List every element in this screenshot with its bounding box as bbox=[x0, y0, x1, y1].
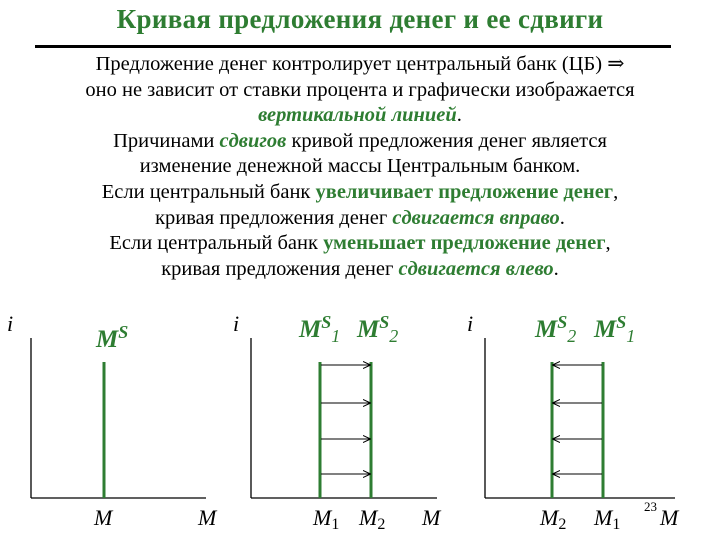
x-label-m: M bbox=[94, 505, 113, 530]
label-ms2: $M^S_2$ bbox=[535, 312, 577, 346]
implies-icon: ⇒ bbox=[607, 53, 625, 75]
axis-label-i: i bbox=[467, 311, 474, 336]
label-ms1: $M^S_1$ bbox=[299, 312, 341, 346]
label-ms1: $M^S_1$ bbox=[594, 312, 636, 346]
axis-label-i: i bbox=[233, 311, 240, 336]
graph-2 bbox=[233, 311, 442, 533]
axis-label-m: M bbox=[422, 505, 441, 530]
x-label-m1: M1 bbox=[313, 505, 340, 533]
label-ms2: $M^S_2$ bbox=[357, 312, 399, 346]
page-number: 23 bbox=[644, 499, 657, 514]
text-line-6: Если центральный банк увеличивает предложение денег, bbox=[101, 180, 619, 203]
text-line-3: вертикальной линией. bbox=[258, 104, 462, 127]
text-line-4: Причинами сдвигов кривой предложения денег является bbox=[113, 129, 607, 152]
axis-label-i: i bbox=[7, 311, 14, 336]
axis-label-m: M bbox=[198, 505, 217, 530]
text-line-9: кривая предложения денег сдвигается влево. bbox=[161, 257, 559, 280]
axis-label-m: M bbox=[660, 505, 679, 530]
text-line-8: Если центральный банк уменьшает предложение денег, bbox=[109, 232, 611, 255]
graph-1 bbox=[7, 311, 218, 530]
text-line-5: изменение денежной массы Центральным банком. bbox=[139, 155, 581, 178]
slide-title: Кривая предложения денег и ее сдвиги bbox=[116, 4, 604, 34]
label-ms: $M^S$ bbox=[96, 322, 129, 353]
text-line-7: кривая предложения денег сдвигается вправо. bbox=[155, 206, 565, 229]
x-label-m2: M2 bbox=[540, 505, 567, 533]
x-label-m2: M2 bbox=[359, 505, 386, 533]
text-line-1: Предложение денег контролирует центральный банк (ЦБ) ⇒ bbox=[95, 53, 625, 75]
text-line-2: оно не зависит от ставки процента и графически изображается bbox=[85, 78, 635, 101]
x-label-m1: M1 bbox=[594, 505, 621, 533]
